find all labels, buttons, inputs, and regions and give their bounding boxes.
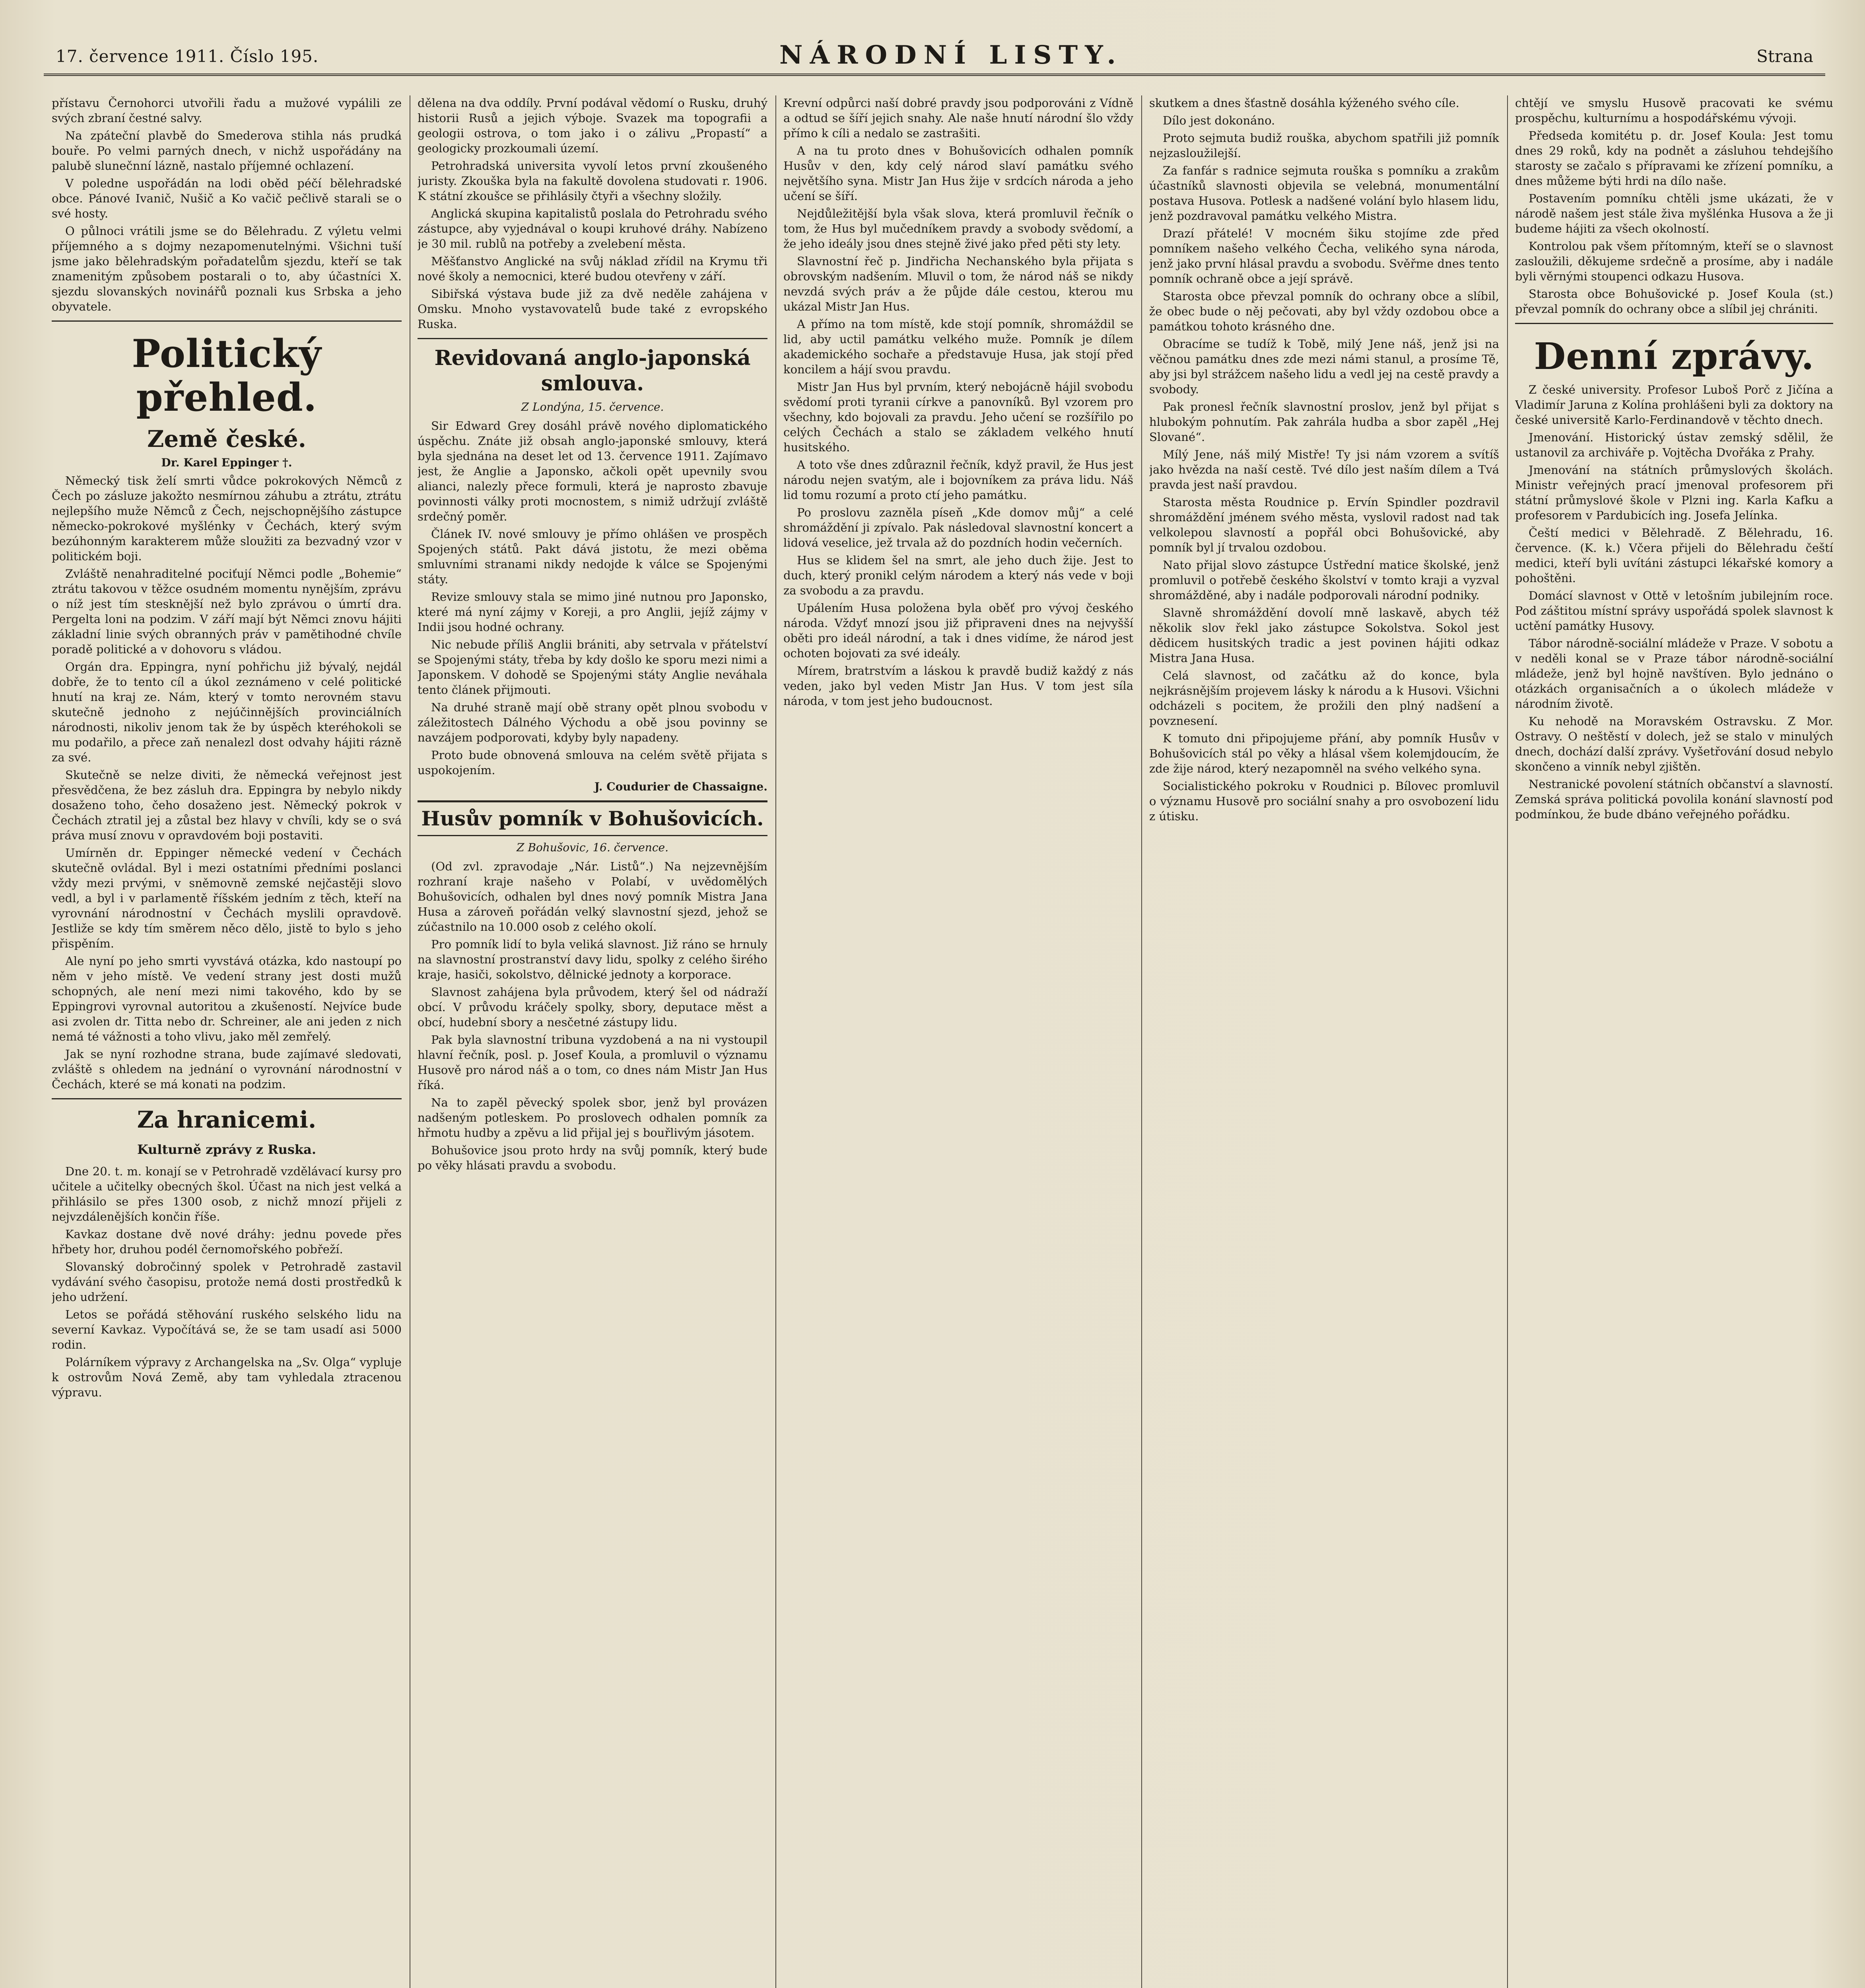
subsection-heading: Kulturně zprávy z Ruska. [137,1142,316,1157]
paragraph: Čeští medici v Bělehradě. Z Bělehradu, 16. července. (K. k.) Včera přijeli do Bělehradu čeští medici, kteří byli uvítáni zástupci lékařské komory a pohoštěni. [1515,526,1833,585]
paragraph: Tábor národně-sociální mládeže v Praze. V sobotu a v neděli konal se v Praze tábor národně-sociální mládeže, jenž byl hojně navštíven. Bylo jednáno o otázkách organisačních a o úkolech mládeže v národním životě. [1515,637,1833,711]
paragraph: Ale nyní po jeho smrti vyvstává otázka, kdo nastoupí po něm v jeho místě. Ve vedení strany jest dosti mužů schopných, ale není mezi nimi takového, kdo by se Eppingrovi vyrovnal autoritou a zkušeností. Nejvíce bude asi zvolen dr. Titta nebo dr. Schreiner, ale ani jeden z nich nemá té vážnosti a toho vlivu, jako měl zemřelý. [52,954,402,1043]
paragraph: Nejdůležitější byla však slova, která promluvil řečník o tom, že Hus byl mučedníkem pravdy a svobody svědomí, a že jeho ideály jsou dnes stejně živé jako před pěti sty lety. [783,207,1133,250]
paragraph: Na zpáteční plavbě do Smederova stihla nás prudká bouře. Po velmi parných dnech, v nichž uspořádány na palubě slunečnní lázně, nastalo příjemné ochlazení. [52,129,402,173]
divider [52,320,402,322]
paragraph: Článek IV. nové smlouvy je přímo ohlášen ve prospěch Spojených států. Pakt dává jistotu, že mezi oběma smluvními stranami nikdy nedojde k válce se Spojenými státy. [418,527,767,586]
paragraph: Polárníkem výpravy z Archangelska na „Sv. Olga“ vypluje k ostrovům Nová Země, aby tam vyhledala ztracenou výpravu. [52,1355,402,1399]
paragraph: Jmenování. Historický ústav zemský sdělil, že ustanovil za archiváře p. Vojtěcha Dvořáka z Prahy. [1515,431,1833,459]
article-heading-box [418,800,767,836]
paragraph: chtějí ve smyslu Husově pracovati ke svému prospěchu, kulturnímu a hospodářskému vývoji. [1515,96,1833,125]
section-heading: Politický přehled. [132,331,322,420]
paragraph: V poledne uspořádán na lodi oběd péčí bělehradské obce. Pánové Ivanič, Nušič a Ko vačič pečlivě starali se o své hosty. [52,177,402,220]
paragraph: Jak se nyní rozhodne strana, bude zajímavé sledovati, zvláště s ohledem na jednání o vyrovnání národnostní v Čechách, které se má konati na podzim. [52,1047,402,1091]
article-byline: Dr. Karel Eppinger †. [161,456,292,469]
page-header [44,38,1825,76]
paragraph: Petrohradská universita vyvolí letos první zkoušeného juristy. Zkouška byla na fakultě dovolena studovati r. 1906. K státní zkoušce se přihlásily čtyři a všechny složily. [418,159,767,203]
paragraph: Celá slavnost, od začátku až do konce, byla nejkrásnějším projevem lásky k národu a k Husovi. Všichni odcházeli s pocitem, že prožili den plný nadšení a povznesení. [1149,669,1499,728]
column-2 [418,95,767,1988]
paragraph: Slavnost zahájena byla průvodem, který šel od nádraží obcí. V průvodu kráčely spolky, sbory, deputace měst a obcí, hudební sbory a nesčetné zástupy lidu. [418,985,767,1029]
paragraph: Nestranické povolení státních občanství a slavností. Zemská správa politická povolila konání slavností pod podmínkou, že bude dbáno veřejného pořádku. [1515,777,1833,821]
paragraph: A přímo na tom místě, kde stojí pomník, shromáždil se lid, aby uctil památku velkého muže. Pomník je dílem akademického sochaře a představuje Husa, jak stojí před koncilem a hájí svou pravdu. [783,317,1133,376]
paragraph: Anglická skupina kapitalistů poslala do Petrohradu svého zástupce, aby vyjednával o koupi kruhové dráhy. Nabízeno je 30 mil. rublů na potřeby a zvelebení města. [418,207,767,250]
paragraph: Slavnostní řeč p. Jindřicha Nechanského byla přijata s obrovským nadšením. Mluvil o tom, že národ náš se nikdy nevzdá svých práv a že půjde dále cestou, kterou mu ukázal Mistr Jan Hus. [783,254,1133,313]
paragraph: Mílý Jene, náš milý Mistře! Ty jsi nám vzorem a svítíš jako hvězda na naší cestě. Tvé dílo jest naším dílem a Tvá pravda jest naší pravdou. [1149,448,1499,491]
paragraph: Předseda komitétu p. dr. Josef Koula: Jest tomu dnes 29 roků, kdy na podnět a zásluhou tehdejšího starosty se začalo s přípravami ke zřízení pomníku, a dnes můžeme býti hrdi na dílo naše. [1515,129,1833,188]
column-4 [1149,95,1499,1988]
paragraph: Starosta města Roudnice p. Ervín Spindler pozdravil shromáždění jménem svého města, vyslovil radost nad tak velkolepou slavností a popřál obci Bohušovické, aby pomník byl jí trvalou ozdobou. [1149,495,1499,554]
column-3 [783,95,1133,1988]
paragraph: Postavením pomníku chtěli jsme ukázati, že v národě našem jest stále živa myšlénka Husova a že ji budeme hájiti za všech okolností. [1515,192,1833,235]
paragraph: Jmenování na státních průmyslových školách. Ministr veřejných prací jmenoval profesorem při státní průmyslové škole v Plzni ing. Karla Kafku a profesorem v Pardubicích ing. Josefa Jelínka. [1515,463,1833,522]
paragraph: Pak pronesl řečník slavnostní proslov, jenž byl přijat s hlubokým pohnutím. Pak zahrála hudba a sbor zapěl „Hej Slované“. [1149,400,1499,444]
paragraph: A toto vše dnes zdůraznil řečník, když pravil, že Hus jest národu nejen svatým, ale i bojovníkem za práva lidu. Náš lid tomu rozumí a proto ctí jeho památku. [783,458,1133,502]
section-heading: Denní zprávy. [1534,335,1814,378]
paragraph: Po proslovu zazněla píseň „Kde domov můj“ a celé shromáždění ji zpívalo. Pak následoval slavnostní koncert a lidová veselice, jež trvala až do pozdních hodin večerních. [783,506,1133,549]
subsection-heading: Země české. [147,425,306,452]
paragraph: Drazí přátelé! V mocném šiku stojíme zde před pomníkem našeho velkého Čecha, velikého syna národa, jenž jako první hlásal pravdu a svobodu. Svěřme dnes tento pomník ochraně obce a její správě. [1149,227,1499,285]
paragraph: Pro pomník lidí to byla veliká slavnost. Již ráno se hrnuly na slavnostní prostranství davy lidu, spolky z celého širého kraje, hasiči, sokolstvo, dělnické jednoty a korporace. [418,938,767,981]
column-5 [1515,95,1833,1988]
article-heading: Revidovaná anglo-japonská smlouva. [434,346,751,396]
divider [418,338,767,339]
paragraph: Sir Edward Grey dosáhl právě nového diplomatického úspěchu. Znáte již obsah anglo-japonské smlouvy, která byla sjednána na deset let od 13. července 1911. Zajímavo jest, že Anglie a Japonsko, ačkoli opět upevnily svou alianci, nalezly přece formuli, která je naprosto zbavuje povinnosti války proti mocnostem, s nimiž udržují zvláště srdečný poměr. [418,419,767,523]
article-heading: Husův pomník v Bohušovicích. [421,807,764,830]
paragraph: Upálením Husa položena byla oběť pro vývoj českého národa. Vždyť mnozí jsou již připraveni dnes na nejvyšší oběti pro ideál národní, a tak i dnes vidíme, že národ jest ochoten bojovati za své ideály. [783,601,1133,660]
paragraph: Nato přijal slovo zástupce Ústřední matice školské, jenž promluvil o potřebě českého školství v tomto kraji a vyzval shromážděné, aby i nadále podporovali národní podniky. [1149,558,1499,602]
paragraph: A na tu proto dnes v Bohušovicích odhalen pomník Husův v den, kdy celý národ slaví památku svého největšího syna. Mistr Jan Hus žije v srdcích národa a jeho učení se šíří. [783,144,1133,203]
paragraph: Slovanský dobročinný spolek v Petrohradě zastavil vydávání svého časopisu, protože nemá dosti prostředků k jeho udržení. [52,1260,402,1304]
paragraph: Orgán dra. Eppingra, nyní pohřichu již bývalý, nejdál dobře, že to tento cíl a úkol zeznámeno v celé politické hnutí na kraj ze. Nám, který v tomto nerovném stavu skutečně jednoho z nejúčinnějších provinciálních národnosti, nikoliv jenom tak že by úspěch kteréhokoli se mu podařilo, a přece zaň nenalezl dost odvahy hájiti rázně za své. [52,660,402,764]
paragraph: Na druhé straně mají obě strany opět plnou svobodu v záležitostech Dálného Východu a obě jsou povinny se navzájem podporovati, kdyby byly napadeny. [418,701,767,744]
paragraph: Sibiřská výstava bude již za dvě neděle zahájena v Omsku. Mnoho vystavovatelů bude také z evropského Ruska. [418,287,767,331]
paragraph: Letos se pořádá stěhování ruského selského lidu na severní Kavkaz. Vypočítává se, že se tam usadí asi 5000 rodin. [52,1308,402,1351]
article-dateline: Z Bohušovic, 16. července. [517,841,668,854]
column-rule [775,95,776,1988]
column-1 [52,95,402,1988]
paragraph: skutkem a dnes šťastně dosáhla kýženého svého cíle. [1149,96,1459,110]
paragraph: Zvláště nenahraditelné pociťují Němci podle „Bohemie“ ztrátu takovou v těžce osudném momentu nynějším, zprávu o níž jest tím stesknější než bylo zprávou o úmrtí dra. Pergelta loni na podzim. V září mají být Němci znovu hájiti základní linie svých obranných práv v pamětihodné chvíle poradě politické a v dohovoru s vládou. [52,567,402,656]
paragraph: Kontrolou pak všem přítomným, kteří se o slavnost zasloužili, děkujeme srdečně a prosíme, aby i nadále byli věrnými stoupenci odkazu Husova. [1515,239,1833,283]
masthead-title: NÁRODNÍ LISTY. [779,40,1123,70]
paragraph: Revize smlouvy stala se mimo jiné nutnou pro Japonsko, které má nyní zájmy v Koreji, a pro Anglii, jejíž zájmy v Indii jsou hodné ochrany. [418,590,767,634]
paragraph: (Od zvl. zpravodaje „Nár. Listů“.) Na nejzevnějším rozhraní kraje našeho v Polabí, v uvědomělých Bohušovicích, odhalen byl dnes nový pomník Mistra Jana Husa a zároveň pořádán velký slavnostní sjezd, jehož se zúčastnilo na 10.000 osob z celého okolí. [418,860,767,934]
header-page-label: Strana [1756,47,1813,66]
paragraph: Z české university. Profesor Luboš Porč z Jičína a Vladimír Jaruna z Kolína prohlášeni byli za doktory na české universitě Karlo-Ferdinandově v těchto dnech. [1515,383,1833,427]
paragraph: Mírem, bratrstvím a láskou k pravdě budiž každý z nás veden, jako byl veden Mistr Jan Hus. V tom jest síla národa, v tom jest jeho budoucnost. [783,664,1133,708]
paragraph: K tomuto dni připojujeme přání, aby pomník Husův v Bohušovicích stál po věky a hlásal všem kolemjdoucím, že zde žije národ, který nezapomněl na svého velkého syna. [1149,732,1499,775]
paragraph: Bohušovice jsou proto hrdy na svůj pomník, který bude po věky hlásati pravdu a svobodu. [418,1143,767,1172]
section-heading: Za hranicemi. [137,1106,317,1133]
paragraph: Na to zapěl pěvecký spolek sbor, jenž byl provázen nadšeným potleskem. Po proslovech odhalen pomník za hřmotu hudby a zpěvu a lid přijal jej s bouřlivým jásotem. [418,1096,767,1140]
paragraph: Umírněn dr. Eppinger německé vedení v Čechách skutečně ovládal. Byl i mezi ostatními předními poslanci vždy mezi prvými, v sněmovně zemské nejčastěji slovo vedl, a byl i v parlamentě říšském jedním z těch, kteří na vyrovnání národnostní v Čechách myslili opravdově. Jestliže se kdy tím směrem něco dělo, jistě to bylo s jeho přispěním. [52,846,402,950]
article-dateline: Z Londýna, 15. července. [521,400,664,414]
article-signature: J. Coudurier de Chassaigne. [594,780,767,793]
column-rule [1141,95,1142,1988]
paragraph: Německý tisk želí smrti vůdce pokrokových Němců z Čech po zásluze jakožto nesmírnou záhubu a ztrátu, ztrátu nejlepšího muže Němců z Čech, nejschopnějšího zástupce německo-pokrokové myšlénky v Čechách, který svým bezúhonným karakterem může sloužiti za bezvadný vzor v politickém boji. [52,474,402,563]
paragraph: Domácí slavnost v Ottě v letošním jubilejním roce. Pod záštitou místní správy uspořádá spolek slavnost k uctění památky Husovy. [1515,589,1833,633]
paragraph: Skutečně se nelze diviti, že německá veřejnost jest přesvědčena, že bez zásluh dra. Eppingra by nebylo nikdy dosaženo toho, čeho dosaženo jest. Německý pokrok v Čechách ztratil jej a zůstal bez hlavy v chvíli, kdy se o svá práva musí znovu v opravdovém boji postaviti. [52,768,402,842]
paragraph: Mistr Jan Hus byl prvním, který nebojácně hájil svobodu svědomí proti tyranii církve a panovníků. Byl vzorem pro všechny, kdo bojovali za pravdu. Jeho učení se rozšířilo po celých Čechách a stalo se základem velkého hnutí husitského. [783,380,1133,454]
paragraph: Kavkaz dostane dvě nové dráhy: jednu povede přes hřbety hor, druhou podél černomořského pobřeží. [52,1227,402,1256]
paragraph: Dne 20. t. m. konají se v Petrohradě vzdělávací kursy pro učitele a učitelky obecných škol. Účast na nich jest velká a přihlásilo se přes 1300 osob, z nichž mnozí přijeli z nejvzdálenějších končin říše. [52,1165,402,1223]
paragraph: Za fanfár s radnice sejmuta rouška s pomníku a zrakům účastníků slavnosti objevila se velebná, monumentální postava Husova. Potlesk a nadšené volání bylo hlasem lidu, jenž pozdravoval památku velkého Mistra. [1149,164,1499,223]
paragraph: dělena na dva oddíly. První podával vědomí o Rusku, druhý historii Rusů a jejich výboje. Svazek ma topografii a geologii ostrova, o tom jako i o zálivu „Propastí“ a geologicky prozkoumali území. [418,96,767,155]
paragraph: Ku nehodě na Moravském Ostravsku. Z Mor. Ostravy. O neštěstí v dolech, jež se stalo v minulých dnech, dochází další zprávy. Vyšetřování dosud nebylo skončeno a vinník nebyl zjištěn. [1515,714,1833,773]
divider [52,1098,402,1099]
paragraph: O půlnoci vrátili jsme se do Bělehradu. Z výletu velmi příjemného a s dojmy nezapomenutelnými. Všichni tuší jsme jako bělehradským pořadatelům sjezdu, kteří se tak znamenitým způsobem postarali o to, aby účastníci X. sjezdu slovanských novinářů poznali kus Srbska a jeho obyvatele. [52,224,402,313]
paragraph: Měšťanstvo Anglické na svůj náklad zřídil na Krymu tři nové školy a nemocnici, které budou otevřeny v září. [418,254,767,283]
divider [1515,323,1833,324]
header-date: 17. července 1911. Číslo 195. [56,47,319,66]
paragraph: Starosta obce převzal pomník do ochrany obce a slíbil, že obec bude o něj pečovati, aby byl vždy ozdobou obce a památkou tohoto krásného dne. [1149,289,1499,333]
paragraph: Starosta obce Bohušovické p. Josef Koula (st.) převzal pomník do ochrany obce a slíbil jej chrániti. [1515,287,1833,316]
paragraph: Proto sejmuta budiž rouška, abychom spatřili již pomník nejzasloužilejší. [1149,131,1499,160]
paragraph: Hus se klidem šel na smrt, ale jeho duch žije. Jest to duch, který pronikl celým národem a který nás vede v boji za svobodu a za pravdu. [783,553,1133,597]
paragraph: Slavně shromáždění dovolí mně laskavě, abych též několik slov řekl jako zástupce Sokolstva. Sokol jest dědicem husitských tradic a jest povinen hájiti odkaz Mistra Jana Husa. [1149,606,1499,665]
paragraph: Proto bude obnovená smlouva na celém světě přijata s uspokojením. [418,748,767,777]
paragraph: Socialistického pokroku v Roudnici p. Bílovec promluvil o významu Husově pro sociální snahy a pro osvobození lidu z útisku. [1149,779,1499,823]
column-rule [1507,95,1508,1988]
paragraph: Pak byla slavnostní tribuna vyzdobená a na ni vystoupil hlavní řečník, posl. p. Josef Koula, a promluvil o významu Husově pro národ náš a o tom, co dnes nám Mistr Jan Hus říká. [418,1033,767,1092]
paragraph: Nic nebude příliš Anglii brániti, aby setrvala v přátelství se Spojenými státy, třeba by kdy došlo ke sporu mezi nimi a Japonskem. V dohodě se Spojenými státy Anglie neváhala tento článek přijmouti. [418,638,767,697]
paragraph: přístavu Černohorci utvořili řadu a mužové vypálili ze svých zbraní čestné salvy. [52,96,402,125]
paragraph: Dílo jest dokonáno. [1163,114,1275,127]
paragraph: Obracíme se tudíž k Tobě, milý Jene náš, jenž jsi na věčnou památku dnes zde mezi námi stanul, a prosíme Tě, aby jsi byl strážcem našeho lidu a vedl jej na cestě pravdy a svobody. [1149,337,1499,396]
paragraph: Krevní odpůrci naší dobré pravdy jsou podporováni z Vídně a odtud se šíří jejich snahy. Ale naše hnutí národní šlo vždy přímo k cíli a nedalo se zastrašiti. [783,96,1133,140]
